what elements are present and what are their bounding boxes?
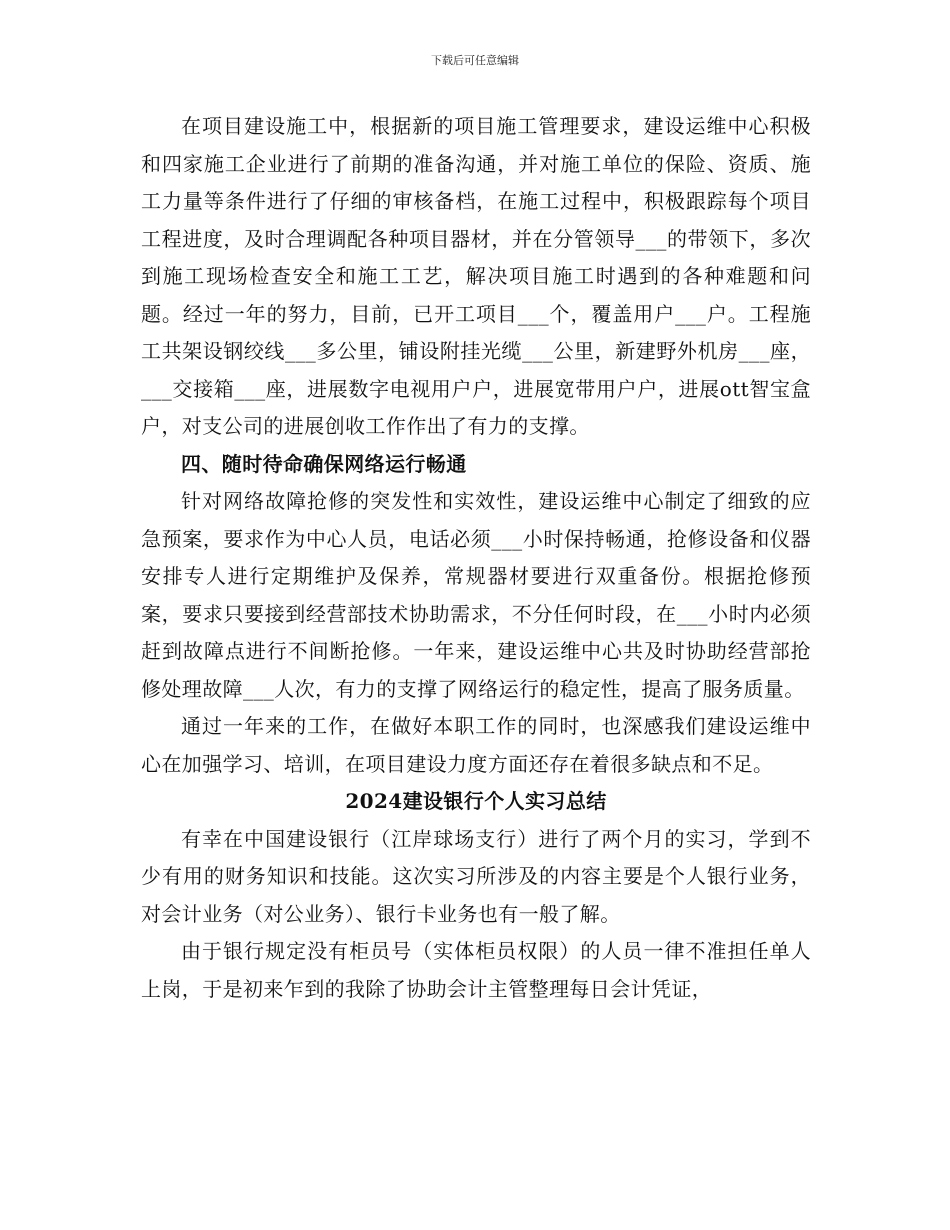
paragraph-summary: 通过一年来的工作，在做好本职工作的同时，也深感我们建设运维中心在加强学习、培训，在项目建设力度方面还存在着很多缺点和不足。 bbox=[141, 714, 811, 776]
paragraph-construction: 在项目建设施工中，根据新的项目施工管理要求，建设运维中心积极和四家施工企业进行了前期的准备沟通，并对施工单位的保险、资质、施工力量等条件进行了仔细的审核备档，在施工过程中，积极跟踪每个项目工程进度，及时合理调配各种项目器材，并在分管领导___的带领下，多次到施工现场检查安全和施工工艺，解决项目施工时遇到的各种难题和问题。经过一年的努力，目前，已开工项目___个，覆盖用户___户。工程施工共架设钢绞线___多公里，铺设附挂光缆___公里，新建野外机房___座，___交接箱___座，进展数字电视用户户，进展宽带用户户，进展ott智宝盒户，对支公司的进展创收工作作出了有力的支撑。 bbox=[141, 114, 811, 438]
paragraph-internship-intro: 有幸在中国建设银行（江岸球场支行）进行了两个月的实习，学到不少有用的财务知识和技能。这次实习所涉及的内容主要是个人银行业务，对会计业务（对公业务）、银行卡业务也有一般了解。 bbox=[141, 826, 811, 926]
paragraph-emergency-repair: 针对网络故障抢修的突发性和实效性，建设运维中心制定了细致的应急预案，要求作为中心人员，电话必须___小时保持畅通，抢修设备和仪器安排专人进行定期维护及保养，常规器材要进行双重备份。根据抢修预案，要求只要接到经营部技术协助需求，不分任何时段，在___小时内必须赶到故障点进行不间断抢修。一年来，建设运维中心共及时协助经营部抢修处理故障___人次，有力的支撑了网络运行的稳定性，提高了服务质量。 bbox=[141, 489, 811, 701]
section-heading-network: 四、随时待命确保网络运行畅通 bbox=[181, 451, 467, 476]
document-body bbox=[141, 108, 811, 1008]
paragraph-internship-duties: 由于银行规定没有柜员号（实体柜员权限）的人员一律不准担任单人上岗，于是初来乍到的我除了协助会计主管整理每日会计凭证， bbox=[141, 939, 811, 1001]
page-header: 下载后可任意编辑 bbox=[431, 54, 519, 67]
document-title-internship: 2024建设银行个人实习总结 bbox=[345, 789, 607, 813]
